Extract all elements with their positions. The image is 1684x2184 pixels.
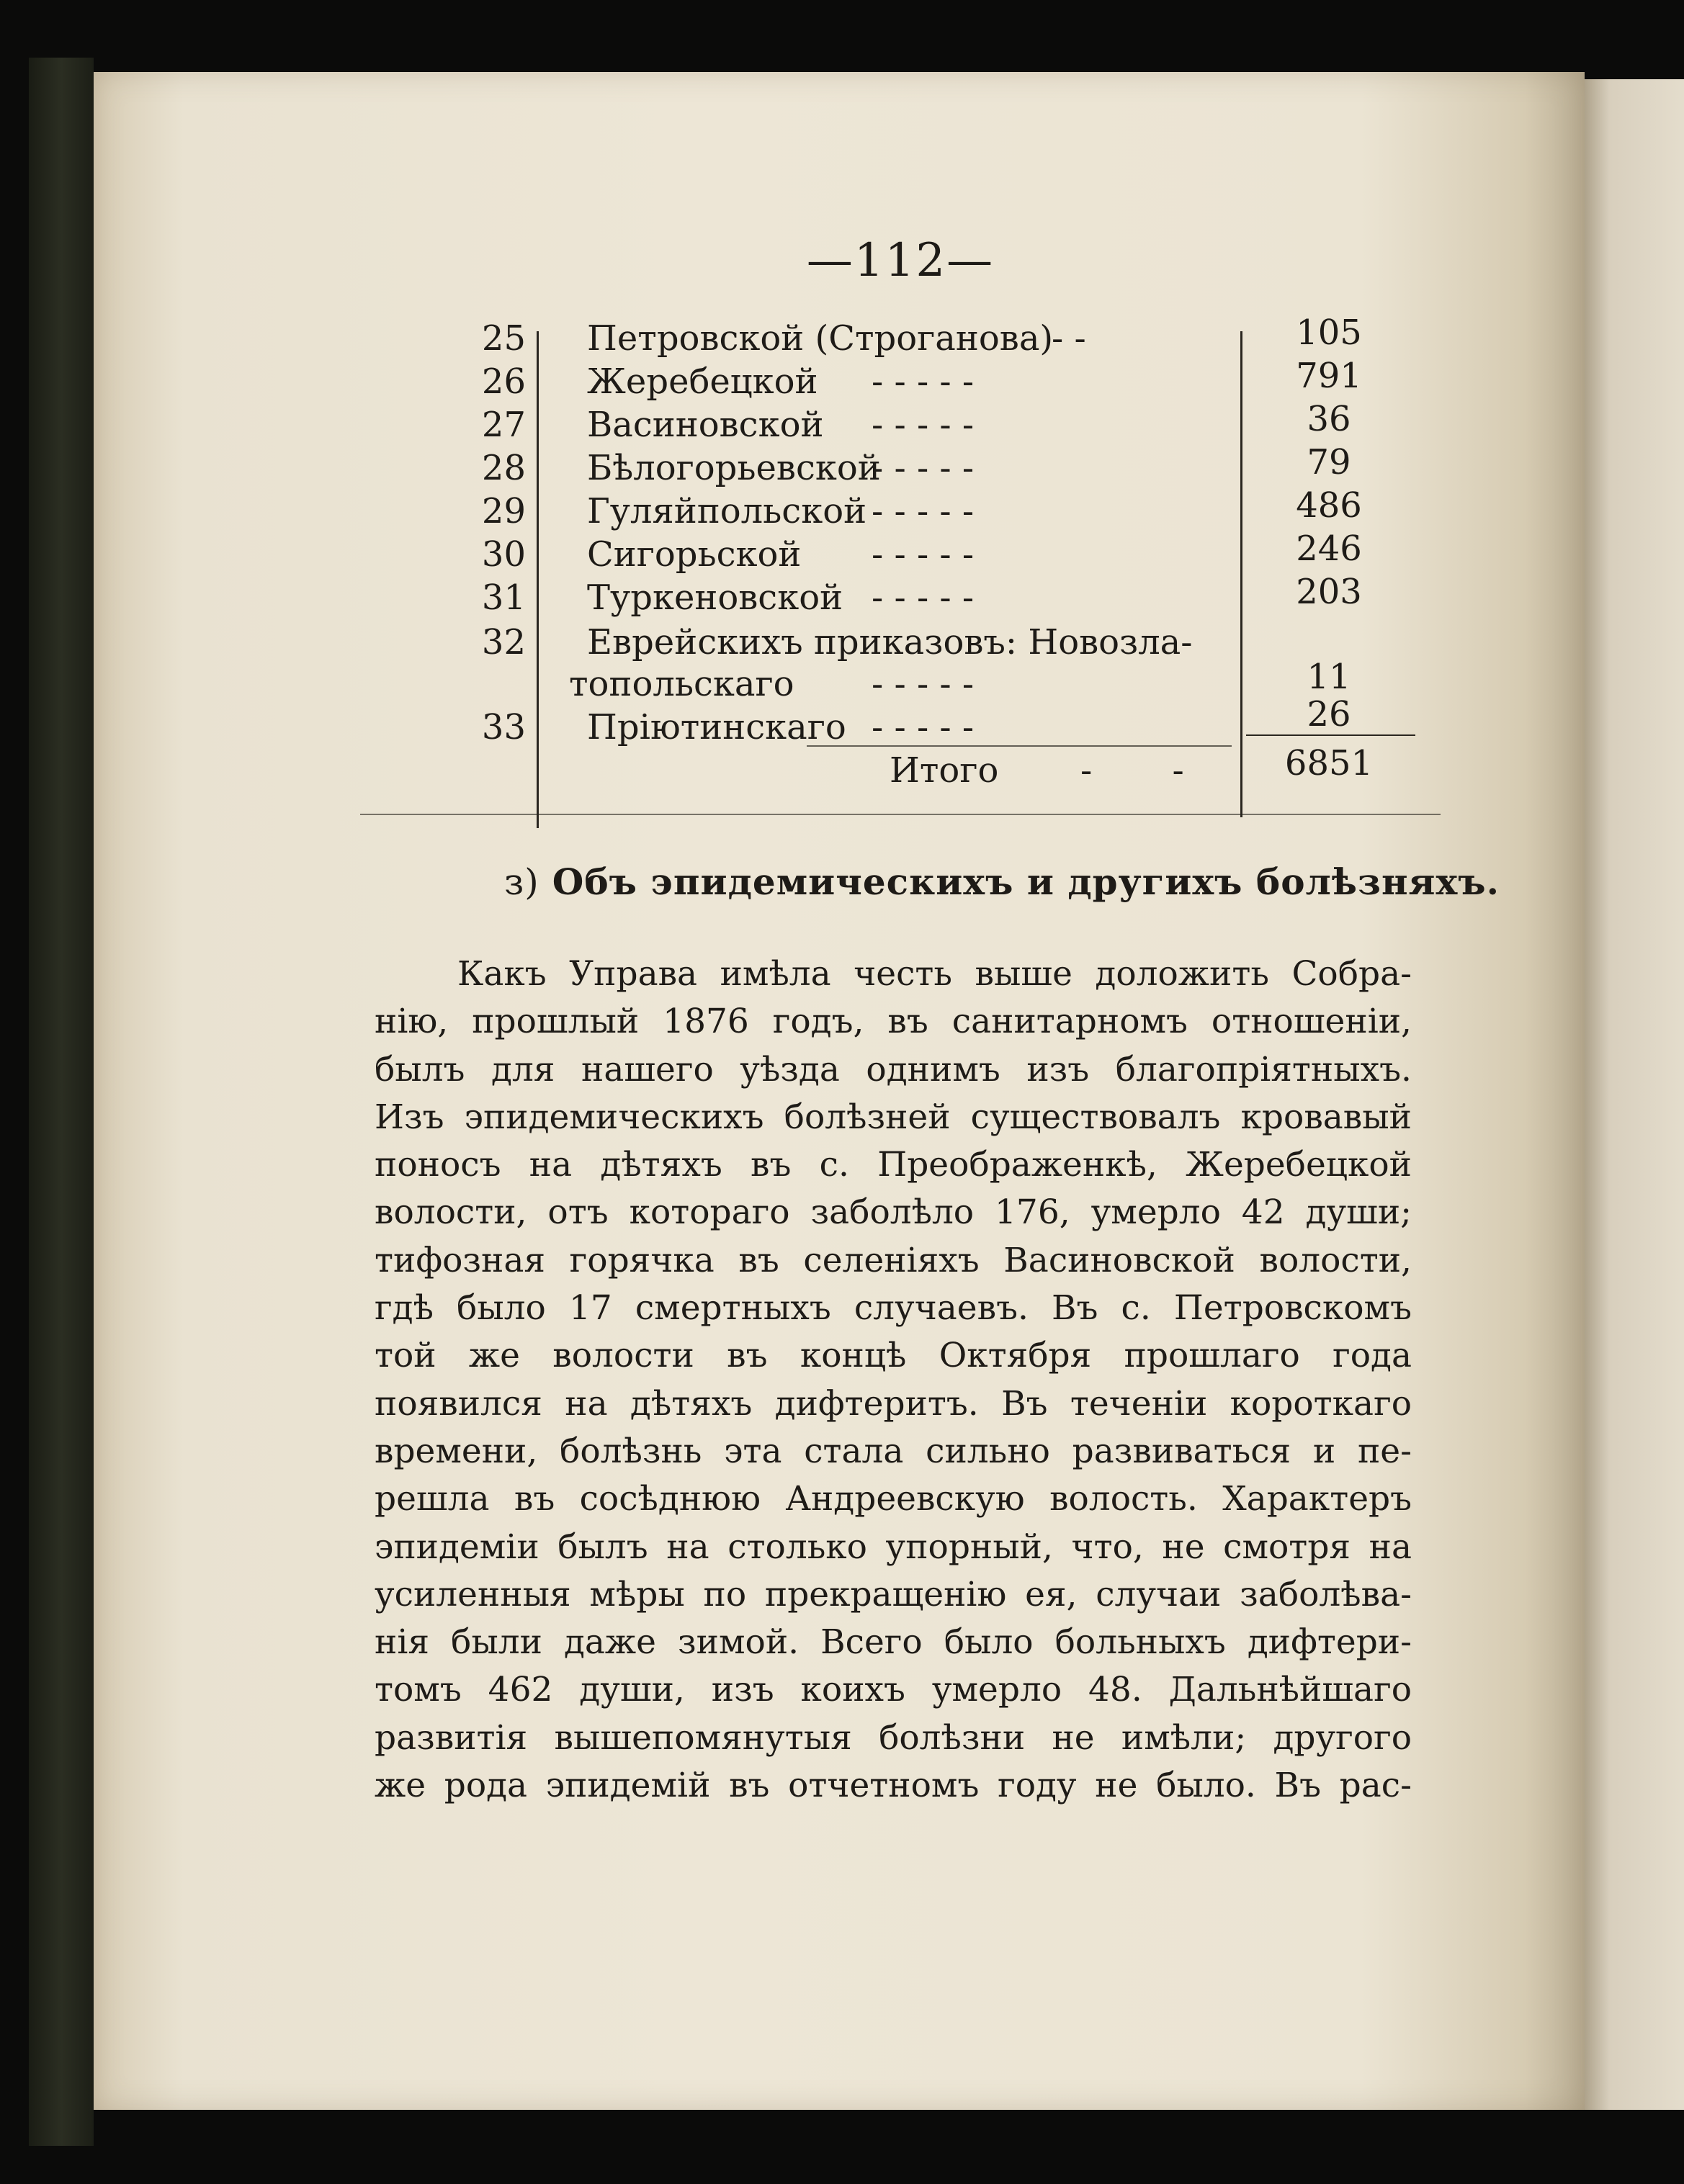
text-line: нію, прошлый 1876 годъ, въ санитарномъ отношеніи, bbox=[375, 1002, 1412, 1042]
text-line: Изъ эпидемическихъ болѣзней существовалъ кровавый bbox=[375, 1097, 1412, 1137]
text-line: волости, отъ котораго заболѣло 176, умерло 42 души; bbox=[375, 1192, 1412, 1233]
row-name: Сигорьской bbox=[587, 534, 802, 575]
row-dashes: - - - - - bbox=[872, 707, 975, 747]
text-line: эпидеміи былъ на столько упорный, что, не смотря на bbox=[375, 1527, 1412, 1567]
row-dashes: - - - - - bbox=[872, 361, 975, 402]
text-line: Какъ Управа имѣла честь выше доложить Собра- bbox=[457, 954, 1412, 994]
text-line: нія были даже зимой. Всего было больныхъ дифтери- bbox=[375, 1622, 1412, 1663]
row-name: Жеребецкой bbox=[587, 361, 818, 402]
section-title: Объ эпидемическихъ и другихъ болѣзняхъ. bbox=[552, 860, 1500, 903]
table-row bbox=[0, 442, 1684, 490]
row-name: Туркеновской bbox=[587, 578, 843, 618]
table-row-continuation bbox=[0, 657, 1684, 706]
page-number: —112— bbox=[806, 234, 995, 287]
table-row bbox=[0, 313, 1684, 360]
text-line: появился на дѣтяхъ дифтеритъ. Въ теченіи короткаго bbox=[375, 1383, 1412, 1424]
row-number: 28 bbox=[481, 448, 526, 488]
row-value: 246 bbox=[1296, 529, 1362, 569]
table-row bbox=[0, 529, 1684, 576]
row-number: 27 bbox=[481, 405, 526, 445]
text-line: времени, болѣзнь эта стала сильно развиваться и пе- bbox=[375, 1431, 1412, 1471]
row-dashes: - - - - - bbox=[872, 534, 975, 575]
text-line: развитія вышепомянутыя болѣзни не имѣли; другого bbox=[375, 1717, 1412, 1758]
row-name: Петровской (Строганова) bbox=[587, 318, 1054, 359]
row-number: 25 bbox=[481, 318, 526, 359]
row-value: 203 bbox=[1296, 572, 1362, 612]
text-line: былъ для нашего уѣзда однимъ изъ благопріятныхъ. bbox=[375, 1049, 1412, 1089]
row-name: Гуляйпольской bbox=[587, 491, 867, 531]
row-value: 486 bbox=[1296, 485, 1362, 526]
row-number: 31 bbox=[481, 578, 526, 618]
statistics-table bbox=[0, 0, 1684, 864]
row-number: 29 bbox=[481, 491, 526, 531]
row-name: Пріютинскаго bbox=[587, 707, 846, 747]
row-dashes: - - - - - bbox=[872, 664, 975, 704]
row-value: 26 bbox=[1307, 694, 1351, 734]
table-row bbox=[0, 572, 1684, 619]
row-name: Бѣлогорьевской bbox=[587, 448, 881, 488]
total-dashes: - - bbox=[1080, 750, 1219, 791]
table-row bbox=[0, 399, 1684, 446]
section-marker: з) bbox=[504, 861, 539, 903]
row-dashes: - - - - - bbox=[872, 491, 975, 531]
row-dashes: - - - - - bbox=[872, 405, 975, 445]
row-value: 11 bbox=[1307, 657, 1351, 697]
text-line: той же волости въ концѣ Октября прошлаго года bbox=[375, 1336, 1412, 1376]
table-row bbox=[0, 621, 1684, 664]
row-number: 33 bbox=[481, 707, 526, 747]
text-line: гдѣ было 17 смертныхъ случаевъ. Въ с. Петровскомъ bbox=[375, 1288, 1412, 1329]
table-row bbox=[0, 694, 1684, 749]
row-number: 26 bbox=[481, 361, 526, 402]
row-value: 791 bbox=[1296, 356, 1362, 396]
text-line: же рода эпидемій въ отчетномъ году не было. Въ рас- bbox=[375, 1766, 1412, 1806]
text-line: томъ 462 души, изъ коихъ умерло 48. Дальнѣйшаго bbox=[375, 1670, 1412, 1710]
text-line: тифозная горячка въ селеніяхъ Васиновской волости, bbox=[375, 1240, 1412, 1280]
table-row bbox=[0, 356, 1684, 403]
row-number: 32 bbox=[481, 622, 526, 662]
total-label: Итого bbox=[890, 750, 999, 791]
row-number: 30 bbox=[481, 534, 526, 575]
row-value: 105 bbox=[1296, 313, 1362, 353]
row-dashes: - - bbox=[1052, 318, 1086, 359]
text-line: поносъ на дѣтяхъ въ с. Преображенкѣ, Жеребецкой bbox=[375, 1145, 1412, 1185]
table-total-row bbox=[0, 743, 1684, 792]
row-dashes: - - - - - bbox=[872, 578, 975, 618]
section-heading bbox=[504, 860, 1500, 903]
body-paragraph bbox=[375, 951, 1412, 1810]
text-line: решла въ сосѣднюю Андреевскую волость. Характеръ bbox=[375, 1479, 1412, 1519]
table-row bbox=[0, 485, 1684, 533]
row-name: Васиновской bbox=[587, 405, 824, 445]
row-name-continuation: топольскаго bbox=[569, 664, 794, 704]
row-value: 79 bbox=[1307, 442, 1351, 482]
table-bottom-rule bbox=[360, 814, 1441, 815]
text-line: усиленныя мѣры по прекращенію ея, случаи заболѣва- bbox=[375, 1574, 1412, 1614]
total-value: 6851 bbox=[1284, 743, 1374, 783]
row-name: Еврейскихъ приказовъ: Новозла- bbox=[587, 622, 1193, 662]
row-value: 36 bbox=[1307, 399, 1351, 439]
row-dashes: - - - - - bbox=[872, 448, 975, 488]
